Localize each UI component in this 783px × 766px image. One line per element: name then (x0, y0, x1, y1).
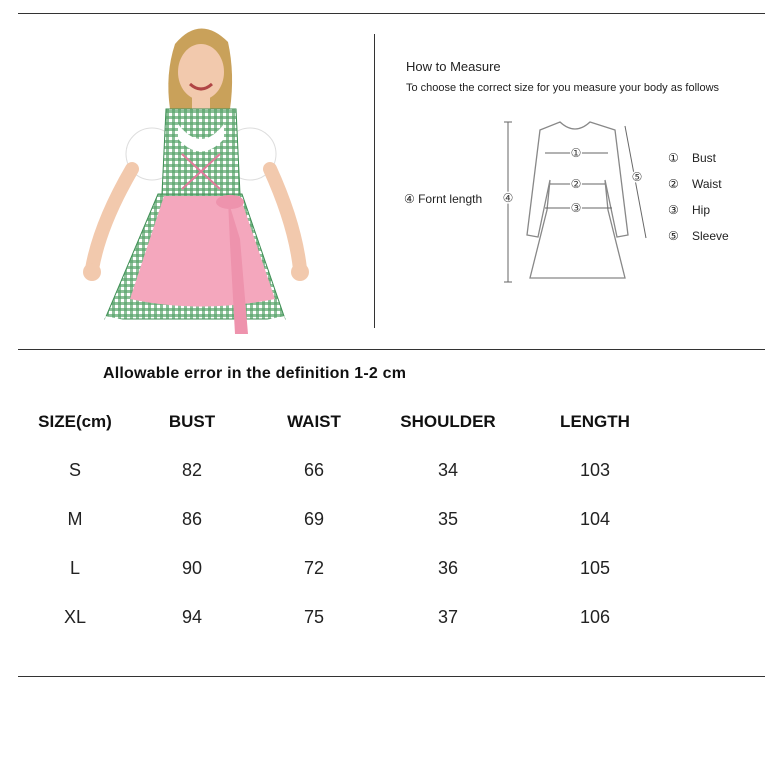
table-cell: 34 (437, 460, 459, 480)
hip-marker: ③ (570, 201, 582, 215)
legend-item-sleeve (668, 223, 729, 249)
table-cell: 36 (437, 558, 459, 578)
front-length-marker: ④ (502, 191, 514, 205)
legend-number: ② (668, 177, 679, 191)
front-length-label: ④ Fornt length (404, 192, 483, 206)
table-cell: S (68, 460, 82, 480)
table-cell: 69 (303, 509, 325, 529)
legend-label: Sleeve (692, 229, 729, 243)
legend-number: ③ (668, 203, 679, 217)
table-cell: 72 (303, 558, 325, 578)
how-to-measure-title: How to Measure (406, 59, 501, 74)
table-cell: 82 (181, 460, 203, 480)
allowable-error-note: Allowable error in the definition 1-2 cm (103, 365, 407, 382)
table-cell: 104 (579, 509, 611, 529)
legend-item-waist (668, 171, 729, 197)
legend-label: Hip (692, 203, 711, 217)
table-cell: 86 (181, 509, 203, 529)
table-cell: 103 (579, 460, 611, 480)
legend-item-hip (668, 197, 729, 223)
waist-marker: ② (570, 177, 582, 191)
header-shoulder: SHOULDER (400, 412, 496, 431)
legend-label: Waist (692, 177, 722, 191)
legend-number: ① (668, 151, 679, 165)
bottom-divider (18, 676, 765, 677)
table-cell: 75 (303, 607, 325, 627)
dirndl-model-image (70, 14, 320, 350)
table-cell: XL (63, 607, 87, 627)
legend-number: ⑤ (668, 229, 679, 243)
table-cell: 66 (303, 460, 325, 480)
table-cell: 106 (579, 607, 611, 627)
legend-label: Bust (692, 151, 717, 165)
table-cell: 94 (181, 607, 203, 627)
table-cell: 90 (181, 558, 203, 578)
table-cell: 105 (579, 558, 611, 578)
table-cell: L (69, 558, 81, 578)
header-bust: BUST (168, 412, 216, 431)
sleeve-marker: ⑤ (631, 170, 643, 184)
table-cell: 35 (437, 509, 459, 529)
measurement-legend (668, 145, 729, 249)
header-size: SIZE(cm) (38, 412, 112, 431)
how-to-measure-subtitle: To choose the correct size for you measure your body as follows (406, 82, 720, 94)
table-cell: 37 (437, 607, 459, 627)
legend-item-bust (668, 145, 729, 171)
vertical-divider (374, 34, 375, 328)
header-length: LENGTH (560, 412, 630, 431)
bust-marker: ① (570, 146, 582, 160)
table-cell: M (67, 509, 83, 529)
header-waist: WAIST (287, 412, 341, 431)
